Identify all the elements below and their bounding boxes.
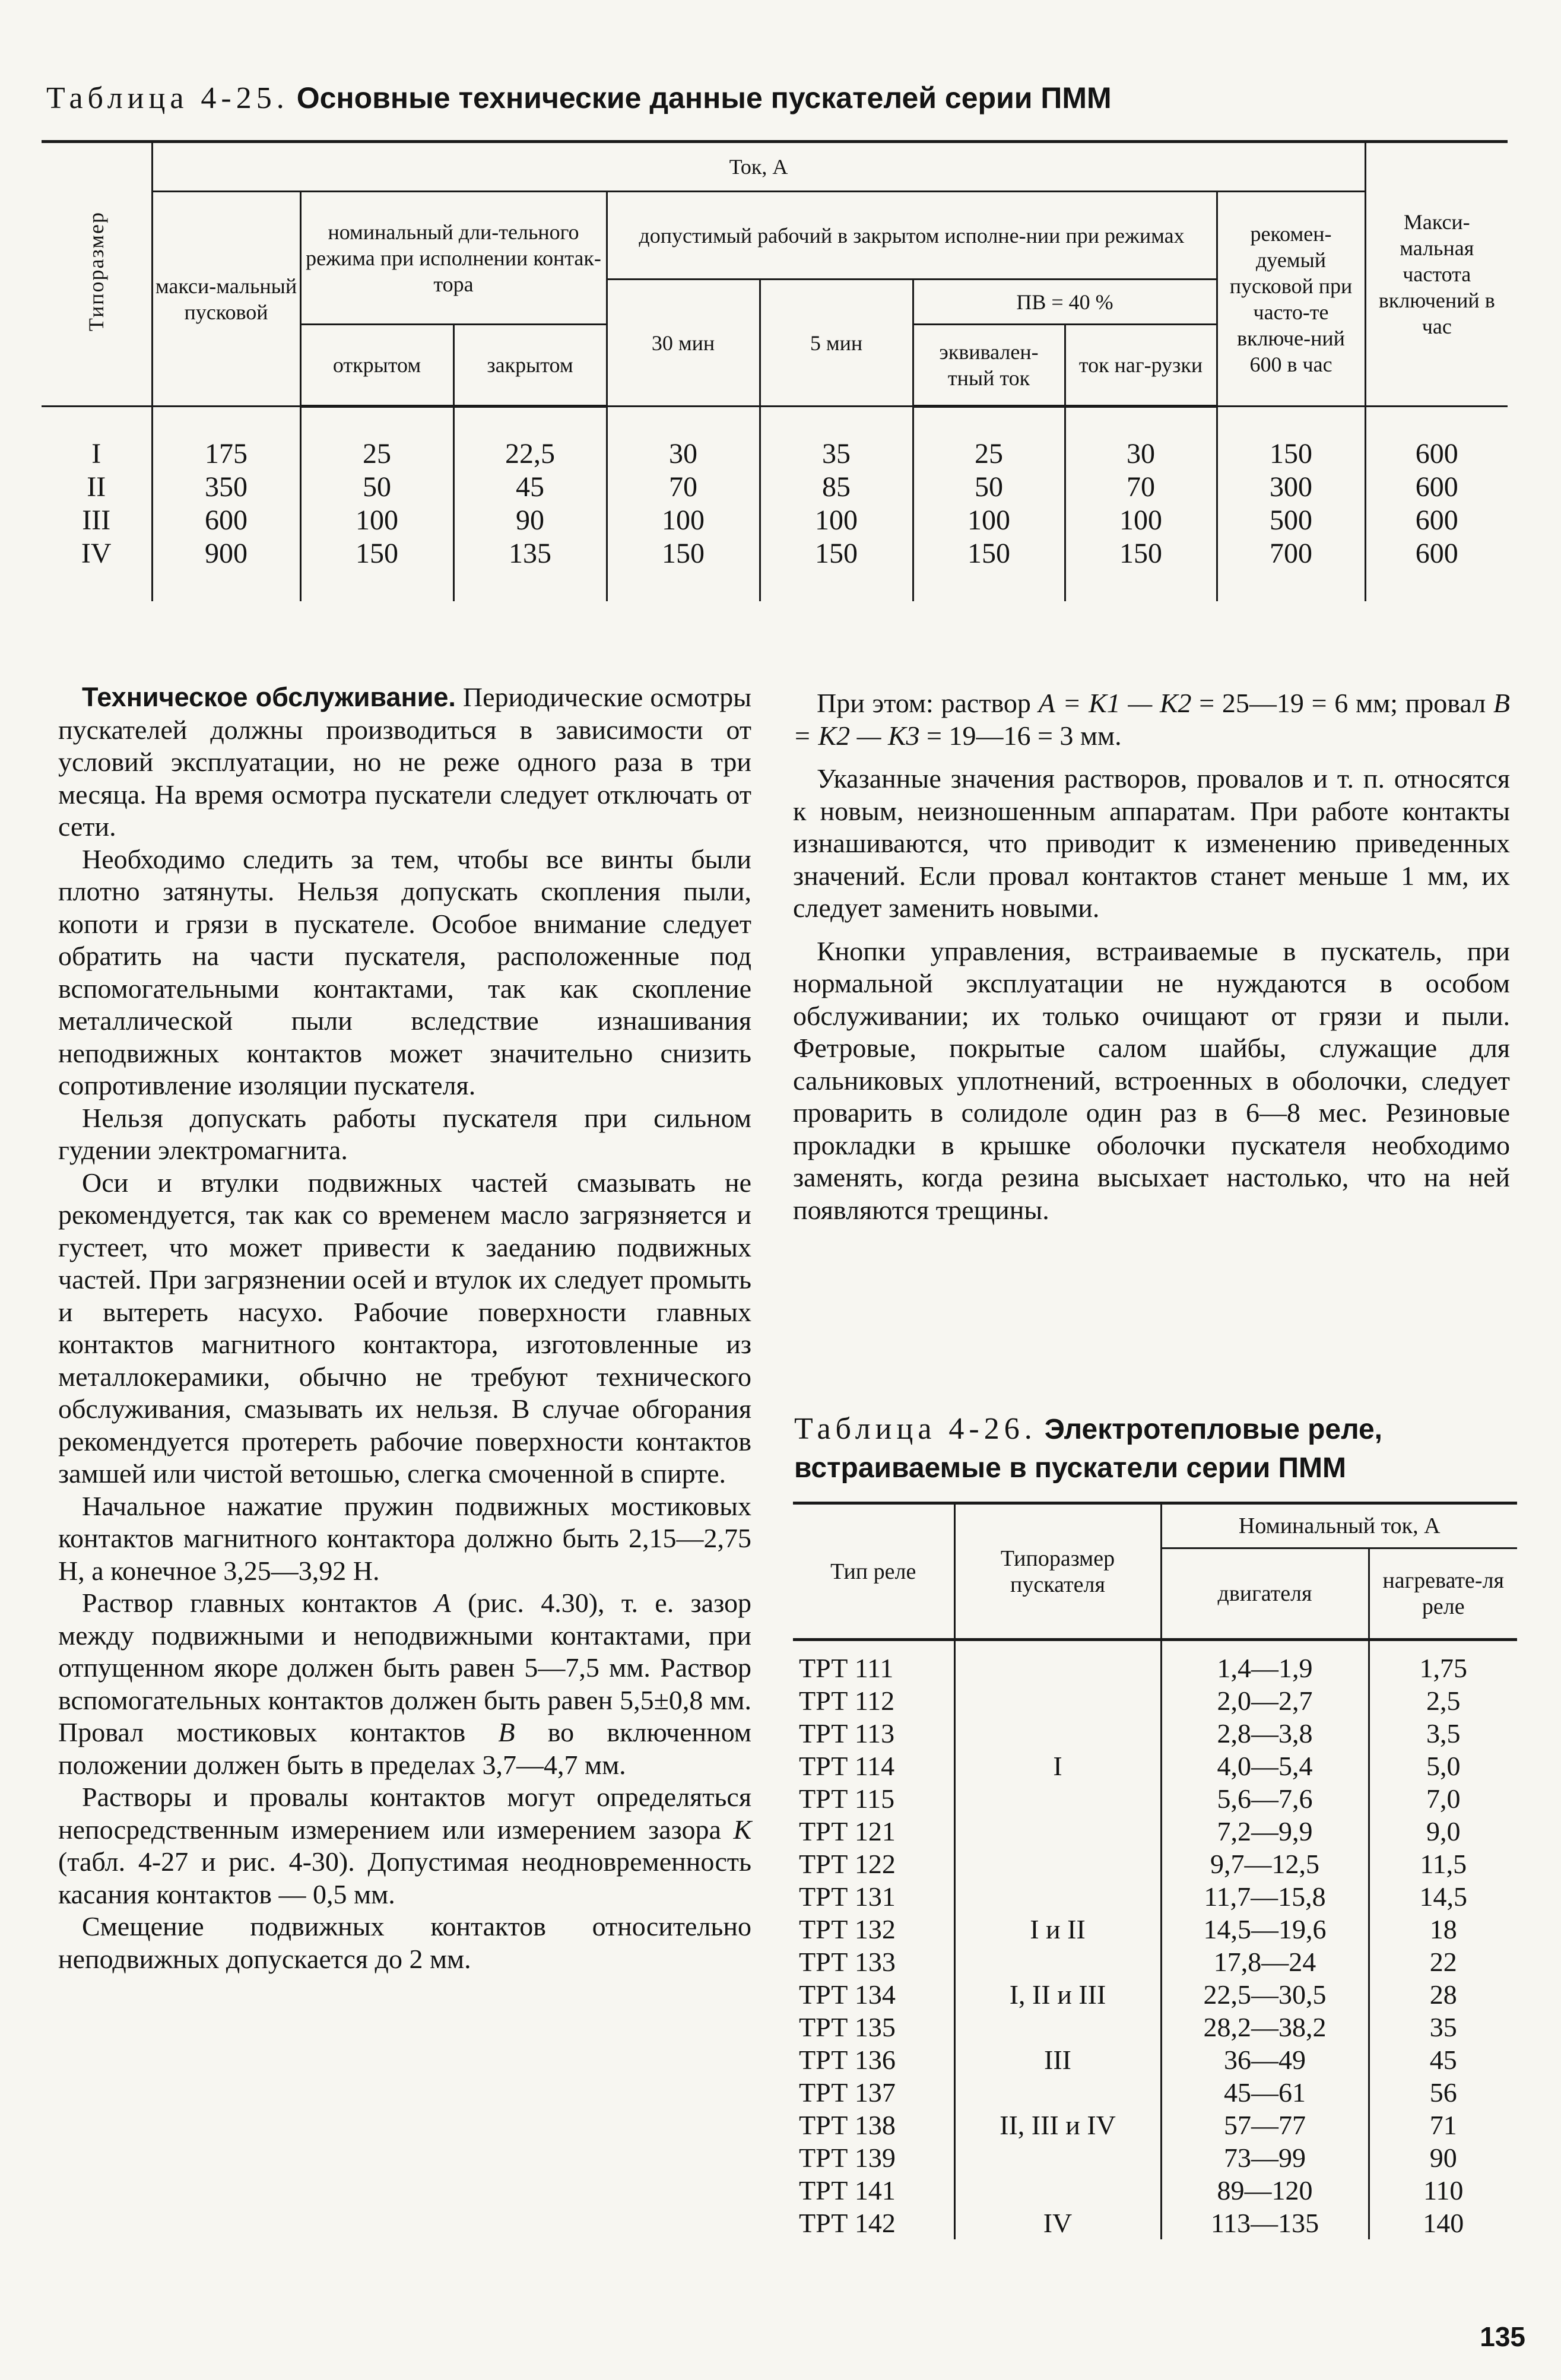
header-motor: двигателя bbox=[1161, 1548, 1369, 1640]
header-size: Типоразмер bbox=[42, 142, 152, 407]
paragraph: Техническое обслуживание. Периодические осмотры пускателей должны производиться в зависимости от условий эксплуатации, но не реже одного раза в три месяца. На время осмотра пускатели следует отключать от сети. bbox=[58, 682, 751, 842]
table-row: ТРТ 137 45—61 56 bbox=[793, 2076, 1517, 2109]
table-row: ТРТ 114 I 4,0—5,4 5,0 bbox=[793, 1750, 1517, 1782]
paragraph: Растворы и провалы контактов могут определяться непосредственным измерением или измерением зазора К (табл. 4-27 и рис. 4-30). Допустимая неодновременность касания контактов — 0,5 мм. bbox=[58, 1782, 751, 1909]
header-closed: закрытом bbox=[453, 325, 607, 407]
paragraph: Оси и втулки подвижных частей смазывать не рекомендуется, так как со временем масло загрязняется и густеет, что может привести к заеданию подвижных частей. При загрязнении осей и втулок их следует промыть и вытереть насухо. Рабочие поверхности главных контактов магнитного контактора, изготовленные из металлокерамики, обычно не требуют технического обслуживания, смазывать их нельзя. В случае обгорания рекомендуется протереть рабочие поверхности контактов замшей или чистой ветошью, слегка смоченной в спирте. bbox=[58, 1167, 751, 1489]
paragraph: Смещение подвижных контактов относительно неподвижных допускается до 2 мм. bbox=[58, 1911, 751, 1974]
table-row: ТРТ 133 17,8—24 22 bbox=[793, 1946, 1517, 1978]
table-row: ТРТ 122 9,7—12,5 11,5 bbox=[793, 1848, 1517, 1880]
paragraph: Указанные значения растворов, провалов и т. п. относятся к новым, неизношенным аппаратам. При работе контакты изнашиваются, что приводит к изменению приведенных значений. Если провал контактов станет меньше 1 мм, их следует заменить новыми. bbox=[793, 763, 1510, 923]
table-4-25-label: Таблица 4-25. bbox=[46, 81, 289, 115]
table-row: ТРТ 138 II, III и IV 57—77 71 bbox=[793, 2109, 1517, 2141]
header-nominal: номинальный дли-тельного режима при исполнении контак-тора bbox=[300, 192, 607, 325]
section-heading: Техническое обслуживание. bbox=[82, 682, 456, 712]
table-row: ТРТ 141 89—120 110 bbox=[793, 2174, 1517, 2207]
header-equivalent: эквивален-тный ток bbox=[913, 325, 1065, 407]
table-row: ТРТ 132 I и II 14,5—19,6 18 bbox=[793, 1913, 1517, 1946]
paragraph: Необходимо следить за тем, чтобы все винты были плотно затянуты. Нельзя допускать скопления пыли, копоти и грязи в пускателе. Особое внимание следует обратить на части пускателя, расположенные под вспомогательными контактами, так как скопление металлической пыли вследствие изнашивания неподвижных контактов может значительно снизить сопротивление изоляции пускателя. bbox=[58, 843, 751, 1100]
table-4-26-title: Электротепловые реле, встраиваемые в пускатели серии ПММ bbox=[794, 1414, 1383, 1484]
table-4-26-label: Таблица 4-26. bbox=[794, 1412, 1037, 1446]
table-row: I 175 25 22,5 30 35 25 30 150 600 bbox=[42, 407, 1508, 471]
table-4-26-caption bbox=[794, 1410, 1512, 1487]
table-row: ТРТ 135 28,2—38,2 35 bbox=[793, 2011, 1517, 2043]
table-row: ТРТ 142 IV 113—135 140 bbox=[793, 2207, 1517, 2239]
table-row: ТРТ 134 I, II и III 22,5—30,5 28 bbox=[793, 1978, 1517, 2011]
table-4-25 bbox=[42, 140, 1508, 601]
text-column-right bbox=[793, 687, 1510, 1226]
text-column-left bbox=[58, 681, 751, 1975]
paragraph: Нельзя допускать работы пускателя при сильном гудении электромагнита. bbox=[58, 1102, 751, 1165]
paragraph: При этом: раствор А = К1 — К2 = 25—19 = 6 мм; провал В = К2 — К3 = 19—16 = 3 мм. bbox=[793, 688, 1511, 751]
table-4-25-caption bbox=[46, 77, 1512, 119]
table-row: ТРТ 139 73—99 90 bbox=[793, 2141, 1517, 2174]
header-nominal-current: Номинальный ток, А bbox=[1161, 1503, 1517, 1548]
table-4-26 bbox=[793, 1502, 1517, 2239]
paragraph: Начальное нажатие пружин подвижных мостиковых контактов магнитного контактора должно быть 2,15—2,75 Н, а конечное 3,25—3,92 Н. bbox=[58, 1490, 751, 1586]
header-max-frequency: Макси-мальная частота включений в час bbox=[1365, 142, 1508, 407]
table-row: ТРТ 136 III 36—49 45 bbox=[793, 2043, 1517, 2076]
header-open: открытом bbox=[300, 325, 453, 407]
page-number: 135 bbox=[1480, 2321, 1525, 2352]
header-starter-size: Типоразмер пускателя bbox=[954, 1503, 1161, 1640]
header-recommended: рекомен-дуемый пусковой при часто-те включе-ний 600 в час bbox=[1217, 192, 1365, 407]
header-heater: нагревате-ля реле bbox=[1369, 1548, 1517, 1640]
paragraph: Раствор главных контактов А (рис. 4.30), т. е. зазор между подвижными и неподвижными контактами, при отпущенном якоре должен быть равен 5—7,5 мм. Раствор вспомогательных контактов должен быть равен 5,5±0,8 мм. Провал мостиковых контактов В во включенном положении должен быть в пределах 3,7—4,7 мм. bbox=[58, 1588, 751, 1780]
table-row: ТРТ 112 2,0—2,7 2,5 bbox=[793, 1684, 1517, 1717]
header-pv: ПВ = 40 % bbox=[913, 280, 1217, 325]
table-row: ТРТ 113 2,8—3,8 3,5 bbox=[793, 1717, 1517, 1750]
header-5min: 5 мин bbox=[760, 280, 913, 407]
table-row: II 350 50 45 70 85 50 70 300 600 bbox=[42, 471, 1508, 504]
header-relay-type: Тип реле bbox=[793, 1503, 954, 1640]
header-load: ток наг-рузки bbox=[1065, 325, 1217, 407]
header-allowed: допустимый рабочий в закрытом исполне-нии при режимах bbox=[607, 192, 1217, 280]
header-30min: 30 мин bbox=[607, 280, 760, 407]
header-max-start: макси-мальный пусковой bbox=[152, 192, 300, 407]
table-row: ТРТ 115 5,6—7,6 7,0 bbox=[793, 1782, 1517, 1815]
table-row: ТРТ 121 7,2—9,9 9,0 bbox=[793, 1815, 1517, 1848]
table-row: IV 900 150 135 150 150 150 150 700 600 bbox=[42, 537, 1508, 601]
table-row: III 600 100 90 100 100 100 100 500 600 bbox=[42, 504, 1508, 537]
paragraph: Кнопки управления, встраиваемые в пускатель, при нормальной эксплуатации не нуждаются в особом обслуживании; их только очищают от грязи и пыли. Фетровые, покрытые салом шайбы, служащие для сальниковых уплотнений, встроенных в оболочки, следует проварить в солидоле один раз в 6—8 мес. Резиновые прокладки в крышке оболочки пускателя необходимо заменять, когда резина высыхает настолько, что на ней появляются трещины. bbox=[793, 935, 1510, 1225]
table-row: ТРТ 131 11,7—15,8 14,5 bbox=[793, 1880, 1517, 1913]
table-row: ТРТ 111 1,4—1,9 1,75 bbox=[793, 1640, 1517, 1685]
header-current: Ток, А bbox=[152, 142, 1365, 192]
table-4-25-title: Основные технические данные пускателей серии ПММ bbox=[296, 81, 1112, 115]
